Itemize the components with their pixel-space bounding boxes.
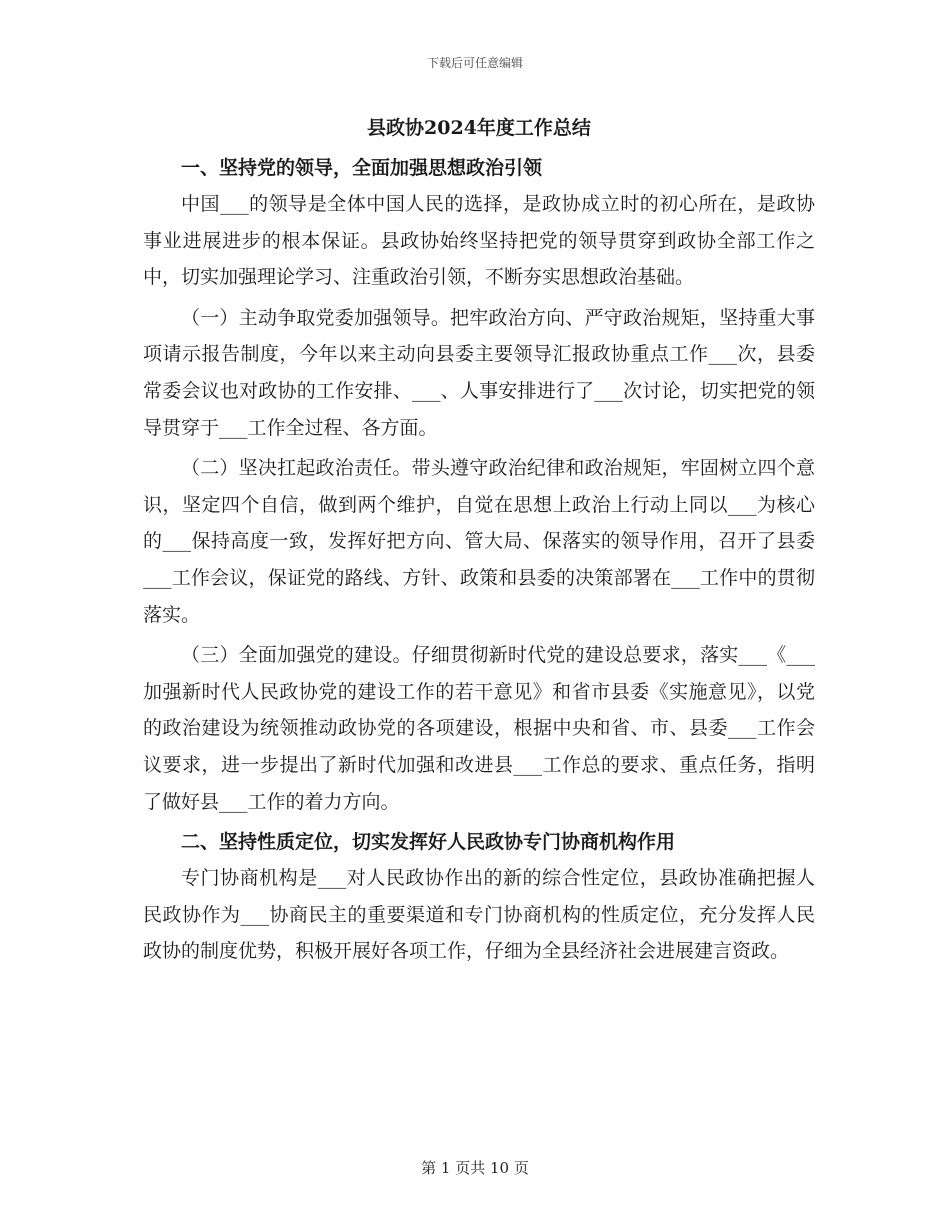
paragraph: （二）坚决扛起政治责任。带头遵守政治纪律和政治规矩，牢固树立四个意识，坚定四个自信，做到两个维护，自觉在思想上政治上行动上同以___为核心的___保持高度一致，发挥好把方向、管大局、保落实的领导作用，召开了县委___工作会议，保证党的路线、方针、政策和县委的决策部署在___工作中的贯彻落实。 bbox=[143, 457, 815, 626]
section-heading-1: 一、坚持党的领导，全面加强思想政治引领 bbox=[181, 157, 543, 179]
paragraph: （三）全面加强党的建设。仔细贯彻新时代党的建设总要求，落实___《___加强新时代人民政协党的建设工作的若干意见》和省市县委《实施意见》，以党的政治建设为统领推动政协党的各项建设，根据中央和省、市、县委___工作会议要求，进一步提出了新时代加强和改进县___工作总的要求、重点任务，指明了做好县___工作的着力方向。 bbox=[143, 644, 815, 813]
page-number: 第 1 页共 10 页 bbox=[421, 1159, 529, 1177]
section-heading-2: 二、坚持性质定位，切实发挥好人民政协专门协商机构作用 bbox=[181, 831, 676, 854]
paragraph: （一）主动争取党委加强领导。把牢政治方向、严守政治规矩，坚持重大事项请示报告制度，今年以来主动向县委主要领导汇报政协重点工作___次，县委常委会议也对政协的工作安排、___、人事安排进行了___次讨论，切实把党的领导贯穿于___工作全过程、各方面。 bbox=[143, 306, 815, 439]
document-title: 县政协2024年度工作总结 bbox=[367, 117, 591, 139]
paragraph: 中国___的领导是全体中国人民的选择，是政协成立时的初心所在，是政协事业进展进步的根本保证。县政协始终坚持把党的领导贯穿到政协全部工作之中，切实加强理论学习、注重政治引领，不断夯实思想政治基础。 bbox=[143, 193, 815, 289]
paragraph: 专门协商机构是___对人民政协作出的新的综合性定位，县政协准确把握人民政协作为___协商民主的重要渠道和专门协商机构的性质定位，充分发挥人民政协的制度优势，积极开展好各项工作，仔细为全县经济社会进展建言资政。 bbox=[143, 867, 815, 963]
header-note: 下载后可任意编辑 bbox=[426, 56, 523, 70]
document-body bbox=[143, 110, 815, 970]
